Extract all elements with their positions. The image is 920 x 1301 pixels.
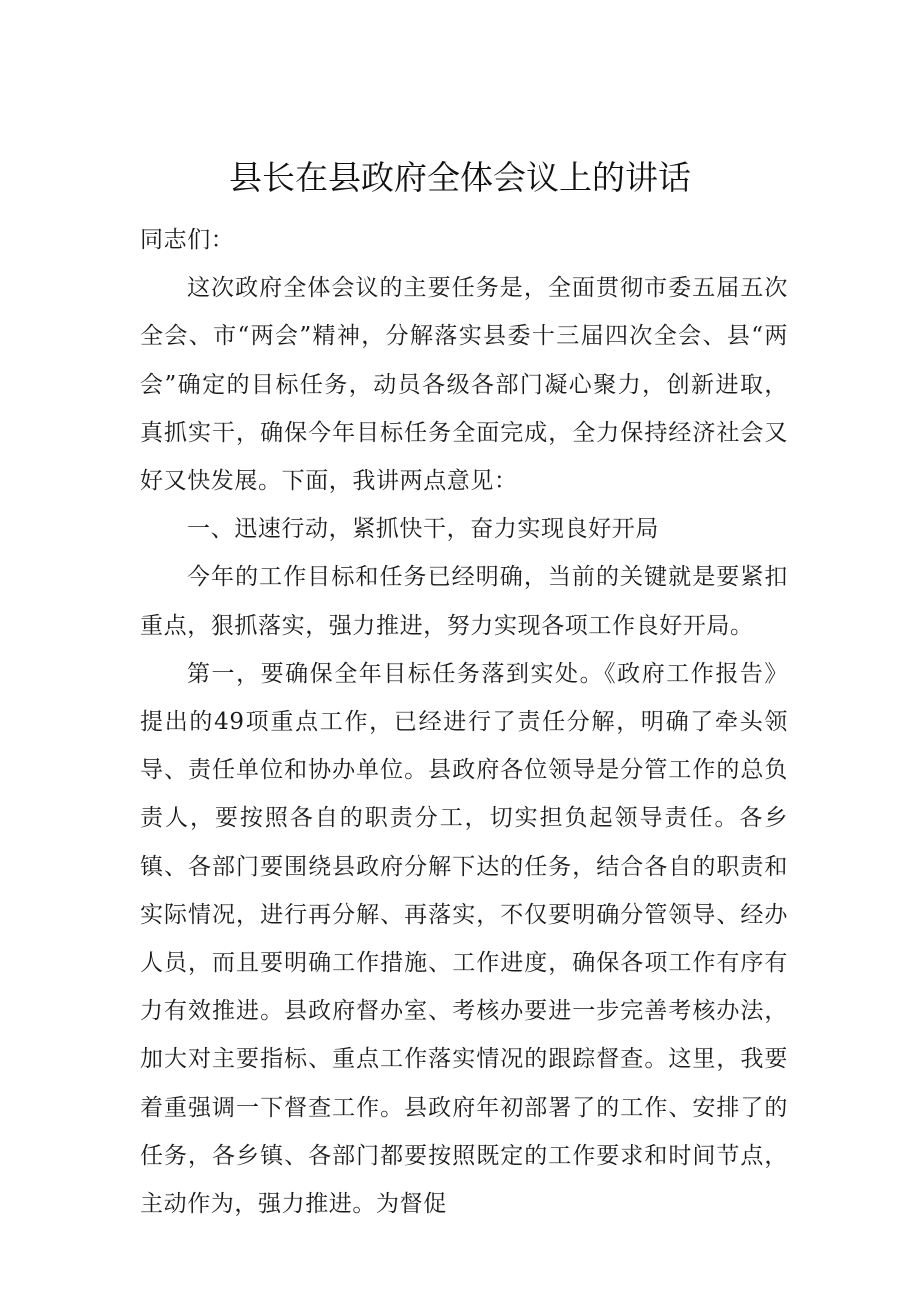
section-heading-1: 一、迅速行动，紧抓快干，奋力实现良好开局 (187, 516, 659, 543)
document-body (140, 216, 788, 1228)
paragraph-point-1: 第一，要确保全年目标任务落到实处。《政府工作报告》提出的49项重点工作，已经进行了责任分解，明确了牵头领导、责任单位和协办单位。县政府各位领导是分管工作的总负责人，要按照各自的职责分工，切实担负起领导责任。各乡镇、各部门要围绕县政府分解下达的任务，结合各自的职责和实际情况，进行再分解、再落实，不仅要明确分管领导、经办人员，而且要明确工作措施、工作进度，确保各项工作有序有力有效推进。县政府督办室、考核办要进一步完善考核办法，加大对主要指标、重点工作落实情况的跟踪督查。这里，我要着重强调一下督查工作。县政府年初部署了的工作、安排了的任务，各乡镇、各部门都要按照既定的工作要求和时间节点，主动作为，强力推进。为督促 (140, 660, 788, 1218)
salutation: 同志们： (140, 227, 235, 253)
paragraph-intro: 这次政府全体会议的主要任务是，全面贯彻市委五届五次全会、市“两会”精神，分解落实县委十三届四次全会、县“两会”确定的目标任务，动员各级各部门凝心聚力，创新进取，真抓实干，确保今年目标任务全面完成，全力保持经济社会又好又快发展。下面，我讲两点意见： (140, 275, 788, 495)
document-title: 县长在县政府全体会议上的讲话 (229, 158, 691, 197)
paragraph-section-1-intro: 今年的工作目标和任务已经明确，当前的关键就是要紧扣重点，狠抓落实，强力推进，努力实现各项工作良好开局。 (140, 564, 788, 639)
